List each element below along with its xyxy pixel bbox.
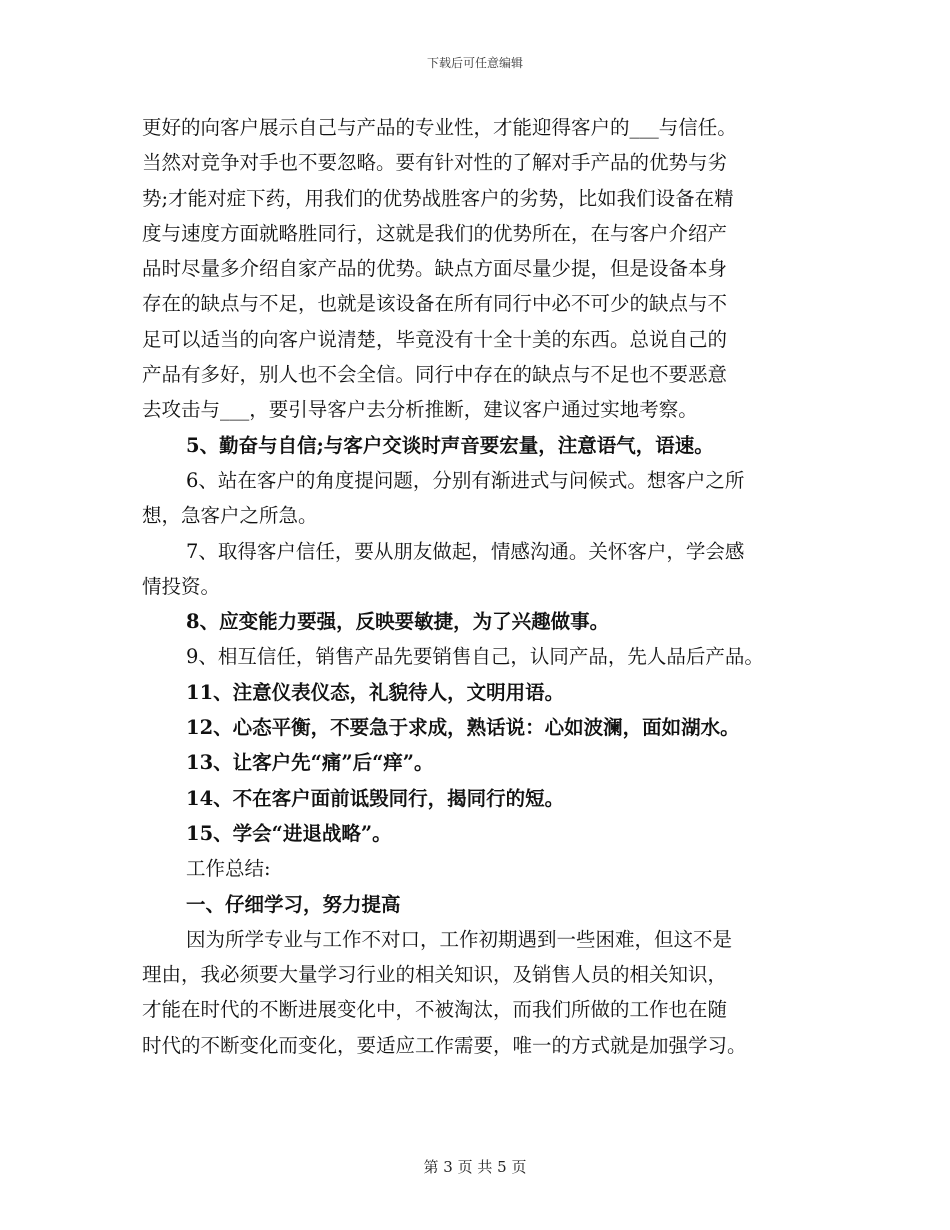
text-line: 理由，我必须要大量学习行业的相关知识，及销售人员的相关知识， bbox=[142, 963, 728, 987]
text-line: 12、心态平衡，不要急于求成，熟话说：心如波澜，面如湖水。 bbox=[186, 716, 740, 740]
text-line: 一、仔细学习，努力提高 bbox=[186, 892, 401, 916]
text-line: 6、站在客户的角度提问题，分别有渐进式与问候式。想客户之所 bbox=[186, 468, 745, 492]
text-line: 13、让客户先“痛”后“痒”。 bbox=[186, 751, 434, 775]
text-line: 当然对竞争对手也不要忽略。要有针对性的了解对手产品的优势与劣 bbox=[142, 151, 728, 175]
text-line: 9、相互信任，销售产品先要销售自己，认同产品，先人品后产品。 bbox=[186, 645, 764, 669]
text-line: 11、注意仪表仪态，礼貌待人，文明用语。 bbox=[186, 680, 565, 704]
page-header: 下载后可任意编辑 bbox=[426, 56, 523, 70]
text-line: 存在的缺点与不足，也就是该设备在所有同行中必不可少的缺点与不 bbox=[142, 292, 728, 316]
text-line: 时代的不断变化而变化，要适应工作需要，唯一的方式就是加强学习。 bbox=[142, 1033, 747, 1057]
text-line: 8、应变能力要强，反映要敏捷，为了兴趣做事。 bbox=[186, 610, 610, 634]
text-line: 去攻击与___，要引导客户去分析推断，建议客户通过实地考察。 bbox=[142, 398, 698, 422]
text-line: 势;才能对症下药，用我们的优势战胜客户的劣势，比如我们设备在精 bbox=[142, 186, 734, 210]
text-line: 更好的向客户展示自己与产品的专业性，才能迎得客户的___与信任。 bbox=[142, 116, 737, 139]
text-line: 15、学会“进退战略”。 bbox=[186, 821, 392, 845]
text-line: 工作总结: bbox=[186, 857, 271, 881]
document-body bbox=[142, 110, 832, 1063]
text-line: 因为所学专业与工作不对口，工作初期遇到一些困难，但这不是 bbox=[186, 927, 733, 951]
text-line: 足可以适当的向客户说清楚，毕竟没有十全十美的东西。总说自己的 bbox=[142, 327, 728, 351]
text-line: 度与速度方面就略胜同行，这就是我们的优势所在，在与客户介绍产 bbox=[142, 221, 728, 245]
text-line: 品时尽量多介绍自家产品的优势。缺点方面尽量少提，但是设备本身 bbox=[142, 257, 728, 281]
text-line: 想，急客户之所急。 bbox=[142, 504, 318, 528]
text-line: 5、勤奋与自信;与客户交谈时声音要宏量，注意语气，语速。 bbox=[186, 433, 714, 457]
text-line: 14、不在客户面前诋毁同行，揭同行的短。 bbox=[186, 786, 565, 810]
text-line: 才能在时代的不断进展变化中，不被淘汰，而我们所做的工作也在随 bbox=[142, 998, 728, 1022]
text-line: 情投资。 bbox=[142, 574, 221, 598]
page-footer: 第 3 页 共 5 页 bbox=[423, 1158, 527, 1176]
text-line: 产品有多好，别人也不会全信。同行中存在的缺点与不足也不要恶意 bbox=[142, 363, 728, 387]
text-line: 7、取得客户信任，要从朋友做起，情感沟通。关怀客户，学会感 bbox=[186, 539, 745, 563]
